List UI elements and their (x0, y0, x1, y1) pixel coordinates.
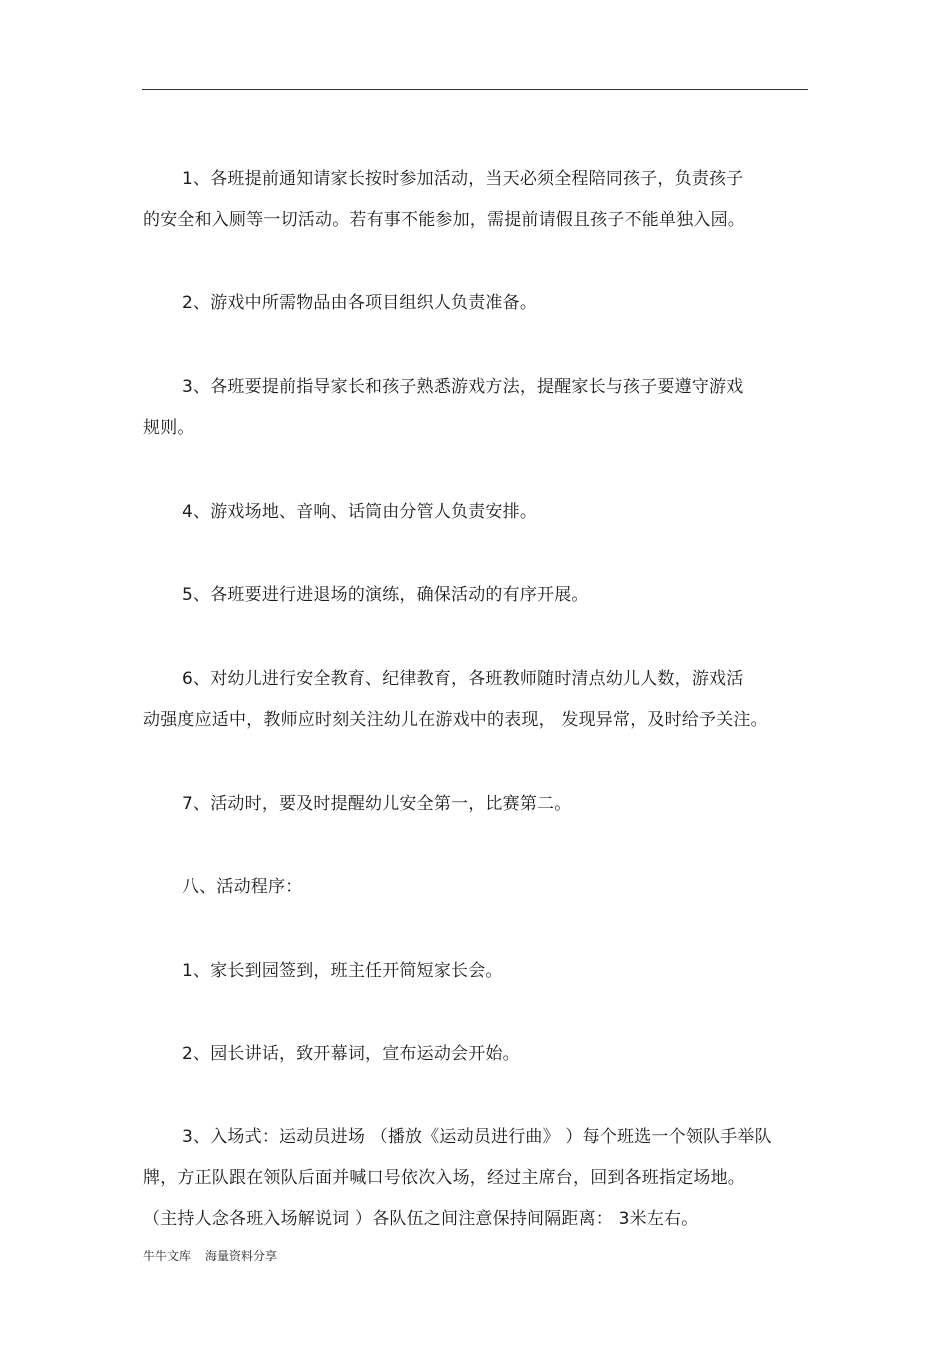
paragraph-line: 2、园长讲话，致开幕词，宣布运动会开始。 (182, 1044, 520, 1064)
paragraph-line: 5、各班要进行进退场的演练，确保活动的有序开展。 (182, 585, 589, 605)
section-heading: 八、活动程序： (182, 877, 303, 897)
paragraph-line: 1、各班提前通知请家长按时参加活动，当天必须全程陪同孩子，负责孩子 (182, 169, 744, 189)
footer-slogan: 海量资料分享 (205, 1249, 278, 1263)
paragraph-line: 规则。 (143, 418, 195, 438)
paragraph-line: 牌，方正队跟在领队后面并喊口号依次入场，经过主席台，回到各班指定场地。 (143, 1168, 745, 1188)
paragraph-line: 2、游戏中所需物品由各项目组织人负责准备。 (182, 293, 538, 313)
paragraph-line: 6、对幼儿进行安全教育、纪律教育，各班教师随时清点幼儿人数，游戏活 (182, 669, 744, 689)
paragraph-line: 4、游戏场地、音响、话筒由分管人负责安排。 (182, 502, 538, 522)
paragraph-line: 的安全和入厕等一切活动。若有事不能参加，需提前请假且孩子不能单独入园。 (143, 210, 745, 230)
paragraph-line: （主持人念各班入场解说词 ）各队伍之间注意保持间隔距离： 3米左右。 (143, 1209, 699, 1229)
page-footer (143, 1248, 277, 1264)
paragraph-line: 3、各班要提前指导家长和孩子熟悉游戏方法，提醒家长与孩子要遵守游戏 (182, 377, 744, 397)
paragraph-line: 动强度应适中，教师应时刻关注幼儿在游戏中的表现， 发现异常，及时给予关注。 (143, 710, 768, 730)
paragraph-line: 1、家长到园签到，班主任开简短家长会。 (182, 961, 503, 981)
footer-site-name: 牛牛文库 (143, 1249, 192, 1263)
header-rule (142, 89, 808, 90)
paragraph-line: 7、活动时，要及时提醒幼儿安全第一，比赛第二。 (182, 794, 572, 814)
paragraph-line: 3、入场式：运动员进场 （播放《运动员进行曲》 ）每个班选一个领队手举队 (182, 1127, 772, 1147)
